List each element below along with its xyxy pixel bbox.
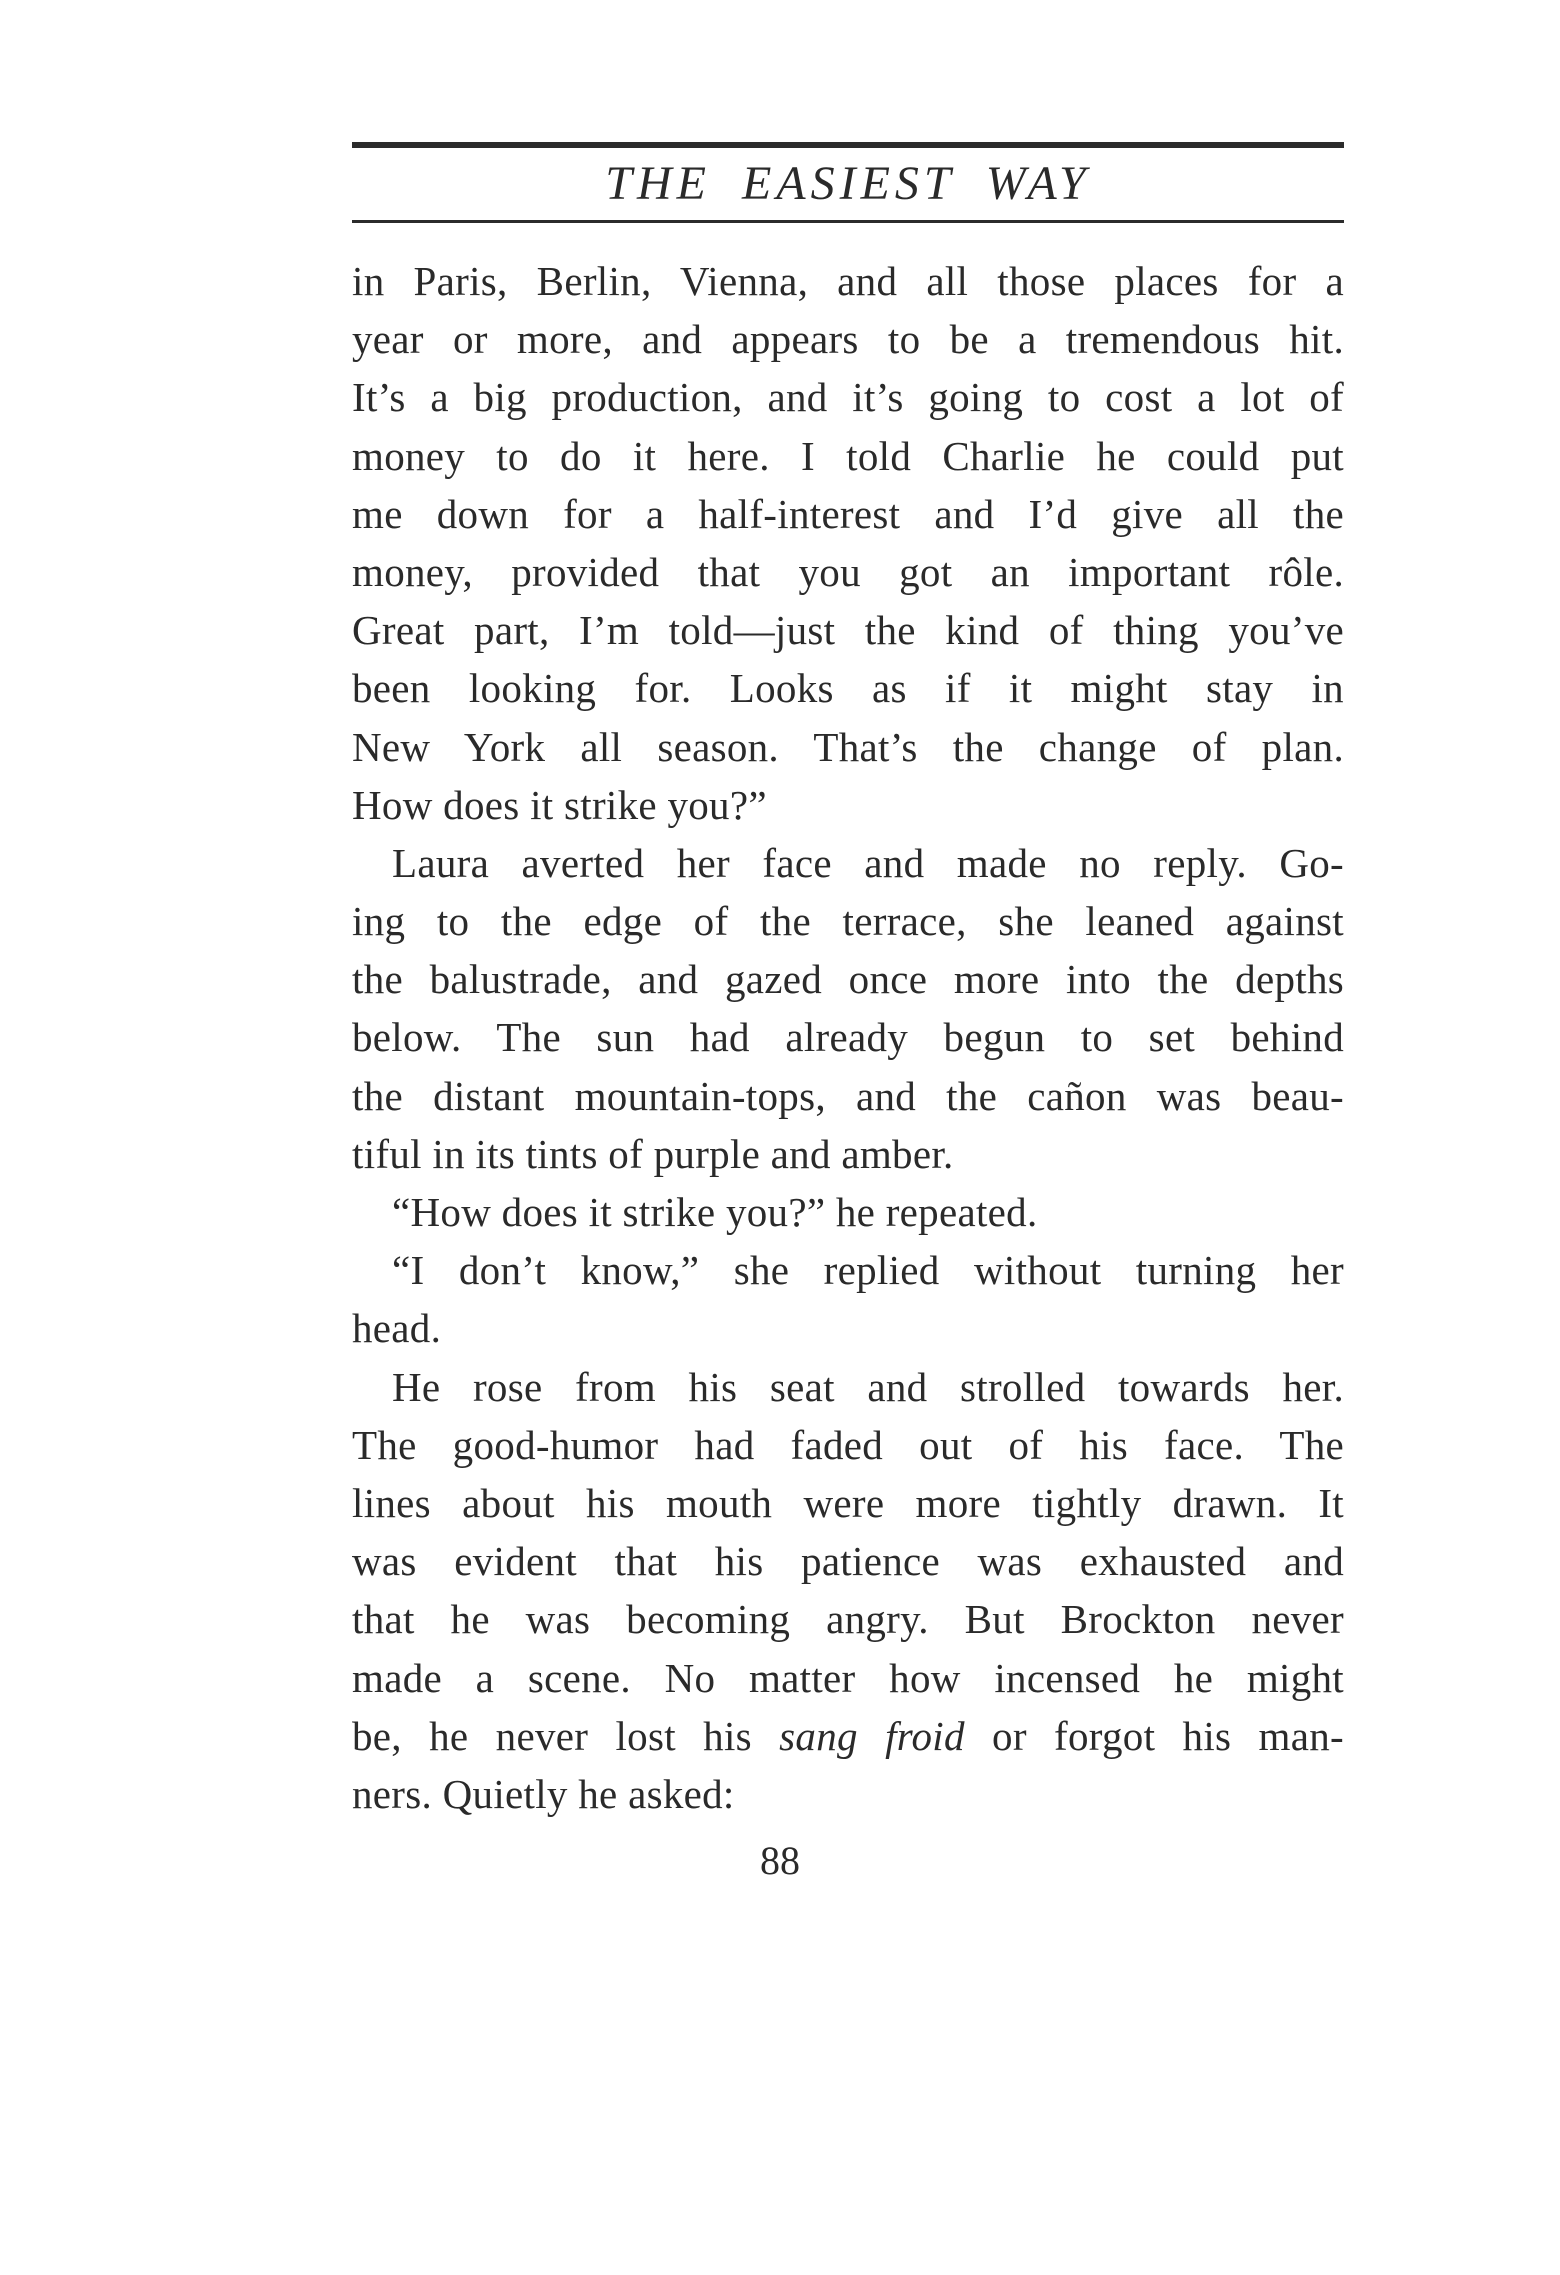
text-line [352,1765,1344,1823]
italic-phrase: sang froid [779,1712,965,1759]
text-line-content: in Paris, Berlin, Vienna, and all those places for a [352,258,1344,304]
text-line-content: “How does it strike you?” he repeated. [392,1189,1038,1235]
text-line [352,1008,1344,1066]
text-line [352,892,1344,950]
text-line-content: lines about his mouth were more tightly drawn. It [352,1479,1344,1526]
text-line-continuation: or forgot his man- [964,1712,1344,1759]
text-line-content: been looking for. Looks as if it might stay in [352,665,1344,712]
text-line-content: that he was becoming angry. But Brockton never [352,1596,1344,1643]
text-line [352,950,1344,1008]
text-line [352,252,1344,310]
text-line [352,1590,1344,1648]
body-text [352,252,1344,1823]
page-number: 88 [760,1838,800,1883]
text-line-content: was evident that his patience was exhausted and [352,1538,1344,1585]
text-line-content: me down for a half-interest and I’d give all the [352,490,1344,537]
text-line-content: ners. Quietly he asked: [352,1770,735,1817]
text-line-content: It’s a big production, and it’s going to cost a lot of [352,374,1344,421]
text-line-content: the distant mountain-tops, and the cañon was beau- [352,1072,1344,1119]
text-line-content: He rose from his seat and strolled towards her. [392,1363,1344,1410]
text-line [352,543,1344,601]
text-line [352,310,1344,368]
text-line-content: the balustrade, and gazed once more into the depths [352,956,1344,1003]
running-head: THE EASIEST WAY [605,157,1091,210]
text-line-content: Great part, I’m told—just the kind of thing you’ve [352,607,1344,654]
text-line [352,368,1344,426]
text-line-content: made a scene. No matter how incensed he might [352,1654,1344,1701]
text-line-content: be, he never lost his [352,1712,780,1759]
text-line [352,1707,1344,1765]
text-line-content: ing to the edge of the terrace, she leaned against [352,898,1344,945]
header-rule-top [352,142,1344,148]
text-line-content: tiful in its tints of purple and amber. [352,1130,954,1177]
text-line [352,427,1344,485]
text-line [352,1416,1344,1474]
text-line [352,1241,1344,1299]
text-line [352,776,1344,834]
text-line-content: below. The sun had already begun to set behind [352,1014,1344,1061]
text-line [352,1358,1344,1416]
text-line-content: Laura averted her face and made no reply. Go- [392,839,1344,886]
text-line [352,1183,1344,1241]
text-line [352,485,1344,543]
text-line-content: year or more, and appears to be a tremendous hit. [352,316,1344,363]
text-line [352,1649,1344,1707]
text-line-content: head. [352,1305,442,1352]
text-line-content: money, provided that you got an important rôle. [352,548,1344,595]
text-line [352,659,1344,717]
text-line [352,601,1344,659]
text-line [352,1299,1344,1357]
text-line [352,834,1344,892]
header-rule-bottom [352,220,1344,223]
text-line-content: New York all season. That’s the change of plan. [352,723,1344,770]
text-line [352,1474,1344,1532]
text-line [352,718,1344,776]
text-line [352,1067,1344,1125]
text-line-content: How does it strike you?” [352,781,767,828]
text-line [352,1532,1344,1590]
text-line-content: “I don’t know,” she replied without turning her [392,1247,1344,1294]
text-line-content: The good-humor had faded out of his face. The [352,1421,1344,1468]
text-line [352,1125,1344,1183]
text-line-content: money to do it here. I told Charlie he could put [352,432,1344,479]
